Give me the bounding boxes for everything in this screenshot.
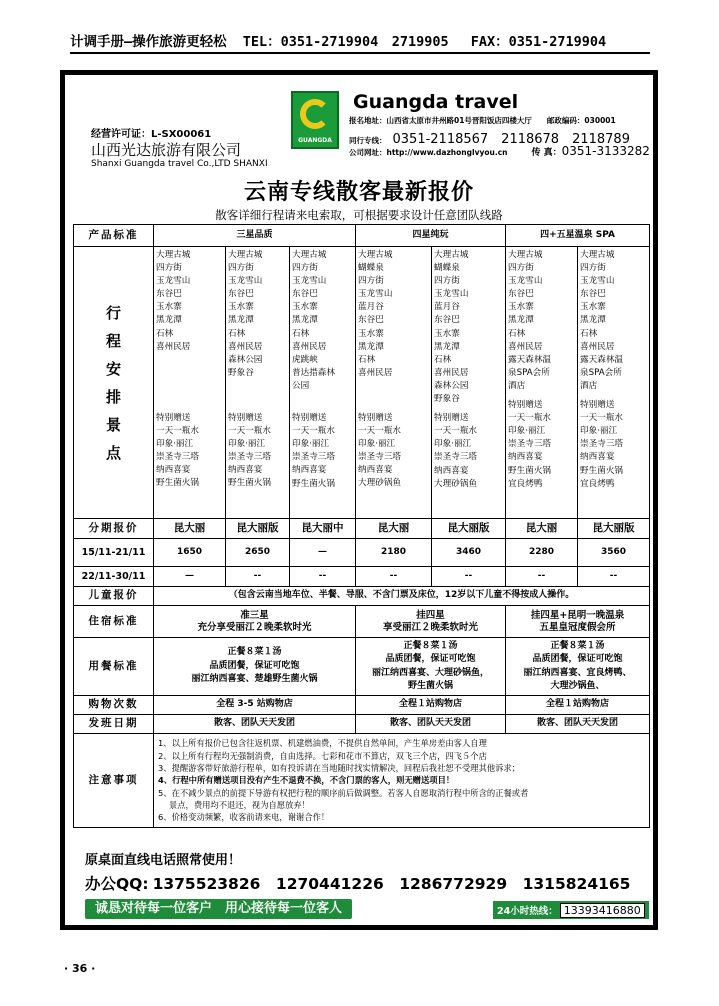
- stay-label: 住宿标准: [74, 606, 154, 638]
- company-tel: 同行专线： 0351-2118567 2118678 2118789: [349, 132, 630, 147]
- page-number: · 36 ·: [64, 962, 96, 975]
- top-fax: FAX：0351-2719904: [470, 34, 607, 50]
- price-cell: 3460: [432, 539, 506, 567]
- company-address: 报名地址：山西省太原市井州路01号晋阳饭店四楼大厅 邮政编码：030001: [349, 116, 616, 125]
- price-cell: —: [154, 567, 226, 587]
- period-1: 15/11-21/11: [74, 539, 154, 567]
- meal-cell: 正餐８菜１汤 品质团餐，保证可吃饱 丽江纳西喜宴、大理砂锅鱼， 野生菌火锅: [356, 638, 506, 696]
- note-item: 1、以上所有报价已包含往返机票、机建燃油费，不提供自然单间，产生单房差由客人自理: [158, 738, 487, 749]
- itin-cell: 大理古城 四方街 玉龙雪山 东谷巴 玉水寨 黑龙潭 石林 喜州民居 森林公园 野象谷 特别赠送 一天一瓶水 印象·丽江 崇圣寺三塔 纳西喜宴 野生菌火锅: [226, 247, 290, 519]
- company-name-cn: 山西光达旅游有限公司: [91, 141, 242, 159]
- route-cell: 昆大丽: [154, 519, 226, 539]
- itin-cell: 大理古城 四方街 玉龙雪山 东谷巴 玉水寨 黑龙潭 石林 喜州民居 虎跳峡 普达措森林 公园 特别赠送 一天一瓶水 印象·丽江 崇圣寺三塔 纳西喜宴 野生菌火锅: [290, 247, 356, 519]
- shop-cell: 全程１站购物店: [506, 696, 650, 715]
- guangda-logo-icon: GUANGDA: [291, 91, 339, 149]
- meal-label: 用餐标准: [74, 638, 154, 696]
- license-number: 经营许可证：L-SX00061: [91, 129, 212, 140]
- shop-cell: 全程１站购物店: [356, 696, 506, 715]
- phone-notice: 原桌面直线电话照常使用！: [85, 853, 242, 868]
- route-cell: 昆大丽中: [290, 519, 356, 539]
- company-name-en: Shanxi Guangda travel Co.,LTD SHANXI: [91, 159, 268, 169]
- note-item: 4、行程中所有赠送项目没有产生不退费不换，不含门票的客人，则无赠送项目！: [158, 775, 455, 786]
- itin-cell: 大理古城 四方街 玉龙雪山 东谷巴 玉水寨 黑龙潭 石林 喜州民居 露天森林温 泉SPA会所 酒店 特别赠送 一天一瓶水 印象·丽江 崇圣寺三塔 纳西喜宴 野生菌火锅 宜良烤鸭: [506, 247, 578, 519]
- price-cell: --: [356, 567, 432, 587]
- hotline-number: 13393416880: [560, 903, 645, 918]
- period-2: 22/11-30/11: [74, 567, 154, 587]
- note-item: 5、在不减少景点的前提下导游有权把行程的顺序前后做调整。若客人自愿取消行程中所含的正餐或者 景点，费用均不退还，视为自愿放弃！: [158, 787, 529, 810]
- child-label: 儿童报价: [74, 587, 154, 606]
- note-item: 6、价格变动频繁，收客前请来电，谢谢合作！: [158, 812, 330, 823]
- top-banner: [70, 32, 650, 54]
- departure-row: [74, 715, 650, 734]
- route-cell: 昆大丽版: [226, 519, 290, 539]
- manual-slogan: 计调手册—操作旅游更轻松: [70, 34, 227, 50]
- itin-cell: 大理古城 四方街 玉龙雪山 东谷巴 玉水寨 黑龙潭 石林 喜州民居 特别赠送 一天一瓶水 印象·丽江 崇圣寺三塔 纳西喜宴 野生菌火锅: [154, 247, 226, 519]
- departure-cell: 散客、团队天天发团: [356, 715, 506, 734]
- child-price-row: [74, 587, 650, 606]
- price-cell: —: [290, 539, 356, 567]
- page-subtitle: 散客详细行程请来电索取，可根据要求设计任意团队线路: [215, 208, 503, 222]
- top-tel: TEL：0351-2719904 2719905: [242, 34, 449, 50]
- itin-cell: 大理古城 蝴蝶泉 四方街 玉龙雪山 蓝月谷 东谷巴 玉水寨 黑龙潭 石林 喜州民居 森林公园 野象谷 特别赠送 一天一瓶水 印象·丽江 崇圣寺三塔 纳西喜宴 大理砂锅鱼: [432, 247, 506, 519]
- hotline: 24小时热线： 13393416880: [493, 901, 649, 919]
- price-cell: --: [290, 567, 356, 587]
- route-cell: 昆大丽版: [578, 519, 650, 539]
- stay-cell: 挂四星 享受丽江２晚柔软时光: [356, 606, 506, 638]
- page-title: 云南专线散客最新报价: [243, 180, 474, 205]
- price-cell: --: [506, 567, 578, 587]
- price-label: 分期报价: [74, 519, 154, 539]
- route-cell: 昆大丽: [506, 519, 578, 539]
- itin-cell: 大理古城 四方街 玉龙雪山 东谷巴 玉水寨 黑龙潭 石林 喜州民居 露天森林温 泉SPA会所 酒店 特别赠送 一天一瓶水 印象·丽江 崇圣寺三塔 纳西喜宴 野生菌火锅 宜良烤鸭: [578, 247, 650, 519]
- shop-cell: 全程 3-5 站购物店: [154, 696, 356, 715]
- header-three-star: 三星品质: [154, 225, 356, 247]
- price-cell: --: [432, 567, 506, 587]
- route-row: [74, 519, 650, 539]
- meal-cell: 正餐８菜１汤 品质团餐，保证可吃饱 丽江纳西喜宴、楚雄野生菌火锅: [154, 638, 356, 696]
- price-cell: 2650: [226, 539, 290, 567]
- notes-cell: [154, 734, 650, 828]
- flyer-frame: [60, 70, 658, 930]
- departure-label: 发班日期: [74, 715, 154, 734]
- header-standard: 产品标准: [74, 225, 154, 247]
- company-header: [65, 75, 653, 187]
- price-table: [73, 224, 650, 828]
- price-cell: --: [226, 567, 290, 587]
- brand-name: Guangda travel: [353, 91, 519, 113]
- shop-label: 购物次数: [74, 696, 154, 715]
- price-cell: 3560: [578, 539, 650, 567]
- notes-label: 注意事项: [74, 734, 154, 828]
- company-web-fax: 公司网址：http://www.dazhonglvyou.cn 传 真：0351-3133282: [349, 144, 650, 158]
- stay-cell: 准三星 充分享受丽江２晚柔软时光: [154, 606, 356, 638]
- shop-row: [74, 696, 650, 715]
- itin-cell: 大理古城 蝴蝶泉 四方街 玉龙雪山 蓝月谷 东谷巴 玉水寨 黑龙潭 石林 喜州民居 特别赠送 一天一瓶水 印象·丽江 崇圣寺三塔 纳西喜宴 大理砂锅鱼: [356, 247, 432, 519]
- price-cell: 2180: [356, 539, 432, 567]
- child-text: （包含云南当地车位、半餐、导服、不含门票及床位，12岁以下儿童不得按成人操作。: [154, 587, 650, 606]
- header-spa: 四+五星温泉 SPA: [506, 225, 650, 247]
- itinerary-label: 行 程 安 排 景 点: [74, 247, 154, 519]
- note-item: 3、提醒游客带好旅游行程单，如有投诉请在当地随时找实情解决，回程后我社恕不受理其他诉求；: [158, 763, 521, 774]
- price-cell: 2280: [506, 539, 578, 567]
- header-four-star: 四星纯玩: [356, 225, 506, 247]
- route-cell: 昆大丽: [356, 519, 432, 539]
- price-row: [74, 539, 650, 567]
- stay-cell: 挂四星+昆明一晚温泉 五星皇冠度假会所: [506, 606, 650, 638]
- departure-cell: 散客、团队天天发团: [506, 715, 650, 734]
- departure-cell: 散客、团队天天发团: [154, 715, 356, 734]
- meal-row: [74, 638, 650, 696]
- price-row: [74, 567, 650, 587]
- price-cell: 1650: [154, 539, 226, 567]
- itinerary-row: [74, 247, 650, 519]
- stay-row: [74, 606, 650, 638]
- price-cell: --: [578, 567, 650, 587]
- notes-row: [74, 734, 650, 828]
- table-header-row: [74, 225, 650, 247]
- note-item: 2、以上所有行程均无强制消费，自由选择。七彩和花市不算店，双飞三个店，四飞５个店: [158, 750, 487, 761]
- service-slogan: 诚恳对待每一位客户 用心接待每一位客人: [85, 899, 352, 919]
- route-cell: 昆大丽版: [432, 519, 506, 539]
- meal-cell: 正餐８菜１汤 品质团餐，保证可吃饱 丽江纳西喜宴、宜良烤鸭、 大理沙锅鱼、: [506, 638, 650, 696]
- qq-line: 办公QQ: 1375523826 1270441226 1286772929 1315824165: [85, 875, 631, 893]
